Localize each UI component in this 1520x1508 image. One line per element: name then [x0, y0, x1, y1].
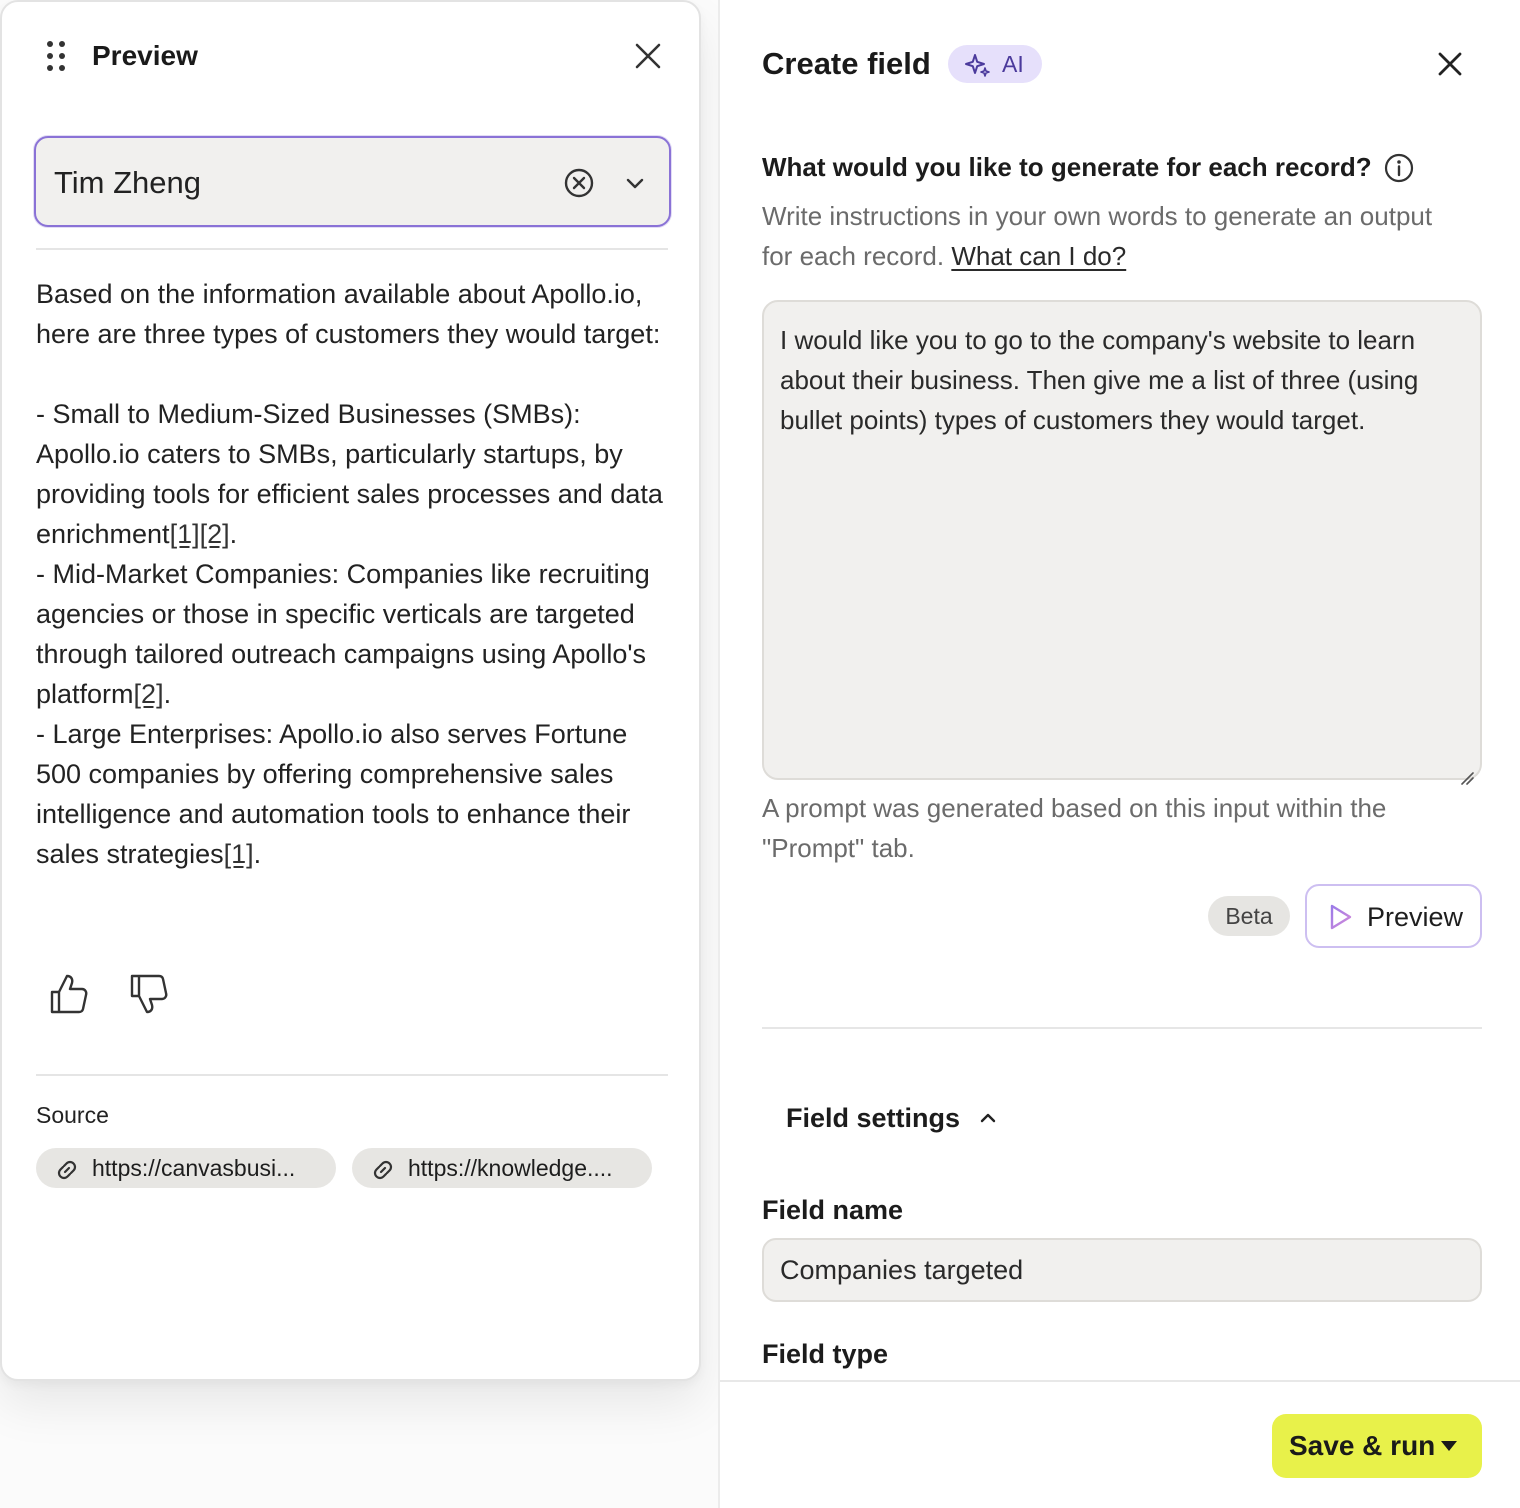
preview-panel: [0, 0, 701, 1381]
prompt-note: A prompt was generated based on this input within the "Prompt" tab.: [762, 793, 1387, 863]
link-icon: [370, 1155, 396, 1181]
result-bullet: [36, 394, 676, 554]
result-bullet: [36, 554, 676, 714]
bullet-text: - Large Enterprises: Apollo.io also serves Fortune 500 companies by offering comprehensive sales intelligence and automation tools to enhance their sales strategies: [36, 719, 631, 869]
clear-icon[interactable]: [563, 167, 595, 199]
generated-result: [36, 274, 676, 874]
bullet-end: .: [163, 679, 172, 709]
create-field-panel: [718, 0, 1520, 1508]
close-icon[interactable]: [1432, 46, 1468, 82]
source-link-label: https://knowledge....: [408, 1155, 613, 1181]
beta-badge: Beta: [1208, 896, 1290, 936]
divider: [762, 1027, 1482, 1029]
preview-header: [2, 2, 699, 110]
thumbs-down-icon[interactable]: [126, 970, 170, 1018]
field-settings-toggle[interactable]: [786, 1098, 960, 1138]
save-button-label: Save & run: [1289, 1430, 1436, 1461]
citation-link[interactable]: [1]: [169, 519, 200, 549]
citation-link[interactable]: [2]: [199, 519, 230, 549]
chevron-down-icon[interactable]: [620, 168, 650, 198]
preview-button-label: Preview: [1367, 902, 1464, 932]
instruction-help: [762, 196, 1462, 276]
source-link-chip[interactable]: [36, 1148, 336, 1188]
info-icon[interactable]: [1383, 152, 1415, 184]
bullet-text: - Mid-Market Companies: Companies like recruiting agencies or those in specific verticals are targeted through tailored outreach campaigns using Apollo's platform: [36, 559, 650, 709]
result-bullet: [36, 714, 676, 874]
resize-handle-icon[interactable]: [1458, 756, 1474, 772]
source-link-chip[interactable]: [352, 1148, 652, 1188]
preview-button[interactable]: [1305, 884, 1482, 948]
citation-link[interactable]: [1]: [223, 839, 254, 869]
field-name-input[interactable]: [762, 1238, 1482, 1302]
divider: [36, 1074, 668, 1076]
bullet-end: .: [253, 839, 262, 869]
save-and-run-button[interactable]: [1272, 1414, 1482, 1478]
field-type-label: Field type: [762, 1339, 889, 1369]
source-label: Source: [36, 1102, 109, 1128]
bullet-text: - Small to Medium-Sized Businesses (SMBs): Apollo.io caters to SMBs, particularly startups, by providing tools for efficient sales processes and data enrichment: [36, 399, 663, 549]
prompt-textarea[interactable]: [762, 300, 1482, 780]
ai-badge: [948, 45, 1042, 83]
what-can-i-do-link[interactable]: What can I do?: [951, 241, 1127, 271]
close-icon[interactable]: [630, 38, 666, 74]
divider: [36, 248, 668, 250]
source-link-label: https://canvasbusi...: [92, 1155, 296, 1181]
instruction-question: What would you like to generate for each record?: [762, 152, 1372, 182]
bullet-end: .: [229, 519, 238, 549]
link-icon: [54, 1155, 80, 1181]
result-intro: Based on the information available about Apollo.io, here are three types of customers they would target:: [36, 279, 661, 349]
create-field-title: Create field: [762, 46, 931, 81]
record-select-value: Tim Zheng: [54, 165, 202, 200]
ai-badge-label: AI: [1002, 51, 1024, 77]
caret-down-icon[interactable]: [1438, 1437, 1460, 1455]
record-select[interactable]: [34, 136, 671, 227]
sparkle-icon: [964, 51, 992, 79]
drag-handle-icon[interactable]: [42, 38, 70, 74]
prompt-text: I would like you to go to the company's website to learn about their business. Then give me a list of three (using bullet points) types of customers they would target.: [780, 325, 1419, 435]
chevron-up-icon: [976, 1106, 1000, 1130]
citation-link[interactable]: [2]: [133, 679, 164, 709]
play-icon: [1325, 902, 1355, 932]
panel-footer: [720, 1380, 1520, 1508]
preview-title: Preview: [92, 40, 198, 71]
help-text: Write instructions in your own words to generate an output for each record.: [762, 201, 1433, 271]
field-name-label: Field name: [762, 1195, 904, 1225]
thumbs-up-icon[interactable]: [46, 970, 90, 1018]
field-settings-label: Field settings: [786, 1103, 961, 1133]
